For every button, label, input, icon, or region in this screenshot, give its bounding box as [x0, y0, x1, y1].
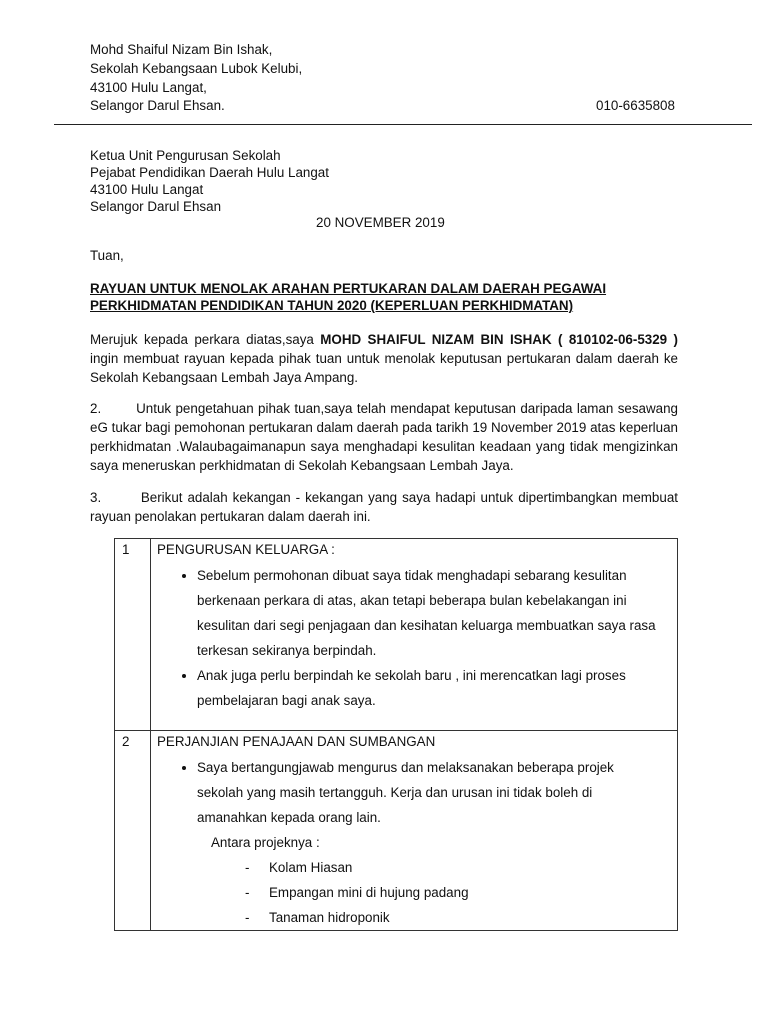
projects-heading: Antara projeknya : [211, 835, 320, 850]
recipient-postcode-city: 43100 Hulu Langat [90, 182, 204, 197]
bullet-list [151, 563, 677, 713]
list-item: - Kolam Hiasan [245, 855, 677, 880]
letter-date: 20 NOVEMBER 2019 [316, 215, 445, 230]
list-item: • Anak juga perlu berpindah ke sekolah baru , ini merencatkan lagi proses pembelajaran bagi anak saya. [197, 663, 677, 713]
row-content [151, 731, 678, 931]
recipient-title: Ketua Unit Pengurusan Sekolah [90, 148, 281, 163]
salutation: Tuan, [90, 248, 124, 263]
row-number: 1 [115, 539, 151, 731]
paragraph-1-suffix: ingin membuat rayuan kepada pihak tuan untuk menolak keputusan pertukaran dalam daerah ke Sekolah Kebangsaan Lembah Jaya Ampang. [90, 351, 678, 385]
paragraph-2: 2. Untuk pengetahuan pihak tuan,saya telah mendapat keputusan daripada laman sesawang eG tukar bagi pemohonan pertukaran dalam daerah pada tarikh 19 November 2019 atas keperluan perkhidmatan .Walaubagaimanapun saya menghadapi kesulitan keadaan yang tidak mengizinkan saya meneruskan perkhidmatan di Sekolah Kebangsaan Lembah Jaya. [90, 401, 682, 473]
sender-postcode-city: 43100 Hulu Langat, [90, 80, 207, 95]
bullet-list [151, 755, 677, 830]
subject-line-1: RAYUAN UNTUK MENOLAK ARAHAN PERTUKARAN DALAM DAERAH PEGAWAI [90, 281, 607, 296]
paragraph-1-prefix: Merujuk kepada perkara diatas,saya [90, 332, 321, 347]
paragraph-3: 3. Berikut adalah kekangan - kekangan yang saya hadapi untuk dipertimbangkan membuat rayuan penolakan pertukaran dalam daerah ini. [90, 490, 682, 524]
sender-phone: 010-6635808 [596, 98, 675, 113]
sender-school: Sekolah Kebangsaan Lubok Kelubi, [90, 61, 303, 76]
row-number: 2 [115, 731, 151, 931]
sender-name: Mohd Shaiful Nizam Bin Ishak, [90, 42, 273, 57]
row-content [151, 539, 678, 731]
header-divider [54, 124, 752, 125]
list-item: - Empangan mini di hujung padang [245, 880, 677, 905]
list-item: - Tanaman hidroponik [245, 905, 677, 930]
table-row [115, 539, 678, 731]
list-item: • Sebelum permohonan dibuat saya tidak menghadapi sebarang kesulitan berkenaan perkara di atas, akan tetapi beberapa bulan kebelakangan ini kesulitan dari segi penjagaan dan kesihatan keluarga membuatkan saya rasa terkesan sekiranya berpindah. [197, 563, 677, 663]
row-heading: PENGURUSAN KELUARGA : [157, 542, 335, 557]
projects-list [151, 855, 677, 930]
recipient-state: Selangor Darul Ehsan [90, 199, 222, 214]
paragraph-1 [90, 330, 678, 387]
constraints-table [114, 538, 678, 931]
subject-line-2: PERKHIDMATAN PENDIDIKAN TAHUN 2020 (KEPERLUAN PERKHIDMATAN) [90, 298, 574, 313]
table-row [115, 731, 678, 931]
recipient-office: Pejabat Pendidikan Daerah Hulu Langat [90, 165, 329, 180]
paragraph-1-name-ic: MOHD SHAIFUL NIZAM BIN ISHAK ( 810102-06-5329 ) [320, 332, 678, 347]
sender-state: Selangor Darul Ehsan. [90, 98, 225, 113]
list-item: • Saya bertangungjawab mengurus dan melaksanakan beberapa projek sekolah yang masih tertangguh. Kerja dan urusan ini tidak boleh di amanahkan kepada orang lain. [197, 755, 677, 830]
row-heading: PERJANJIAN PENAJAAN DAN SUMBANGAN [157, 734, 436, 749]
